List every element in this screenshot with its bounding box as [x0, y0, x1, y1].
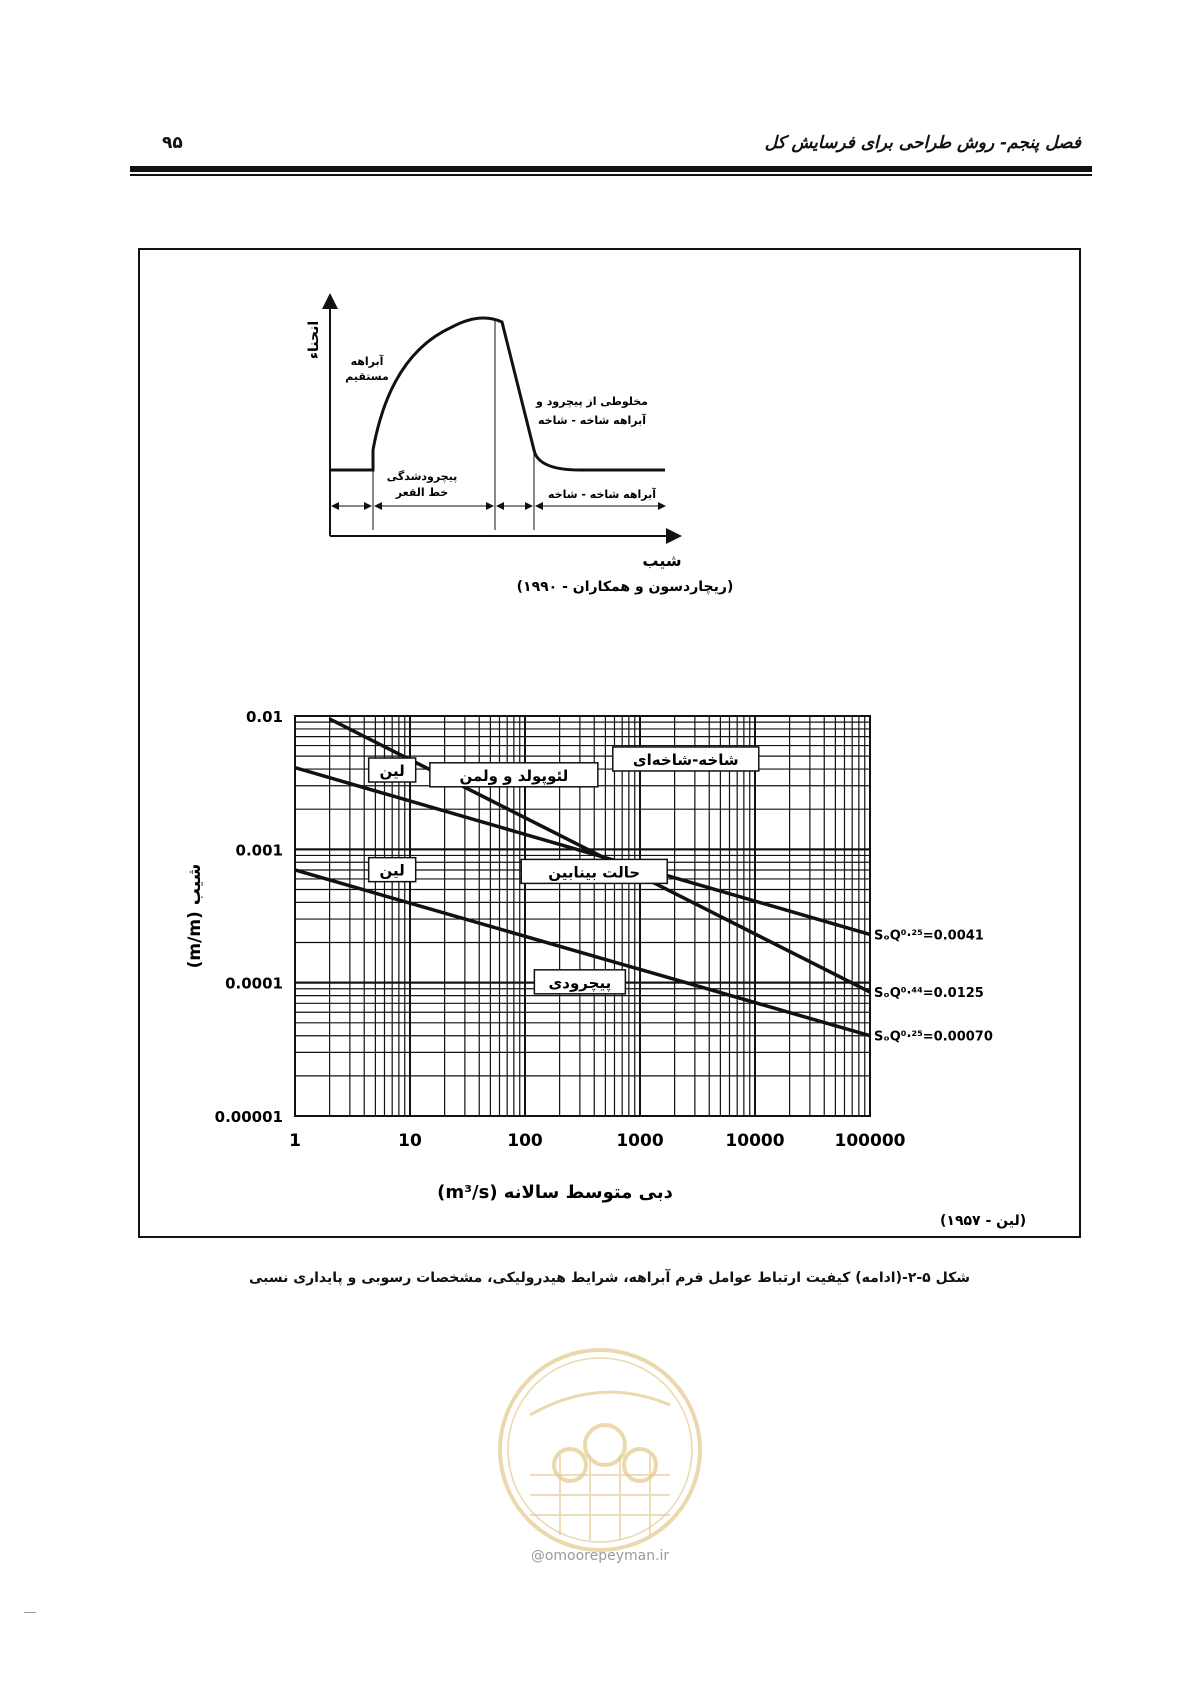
y-tick-label: 0.0001 — [225, 974, 283, 993]
label-straight-1: آبراهه — [350, 355, 384, 368]
equation-label-3: SₒQ⁰·²⁵=0.00070 — [874, 1029, 993, 1045]
equation-label-1: SₒQ⁰·²⁵=0.0041 — [874, 928, 984, 944]
label-meander-2: خط القعر — [395, 486, 449, 499]
equation-label-2: SₒQ⁰·⁴⁴=0.0125 — [874, 986, 984, 1002]
header-rule-thick — [130, 166, 1092, 172]
label-mixed-1: مخلوطی از پیچرود و — [536, 395, 648, 408]
y-axis-label: شیب (m/m) — [185, 863, 205, 969]
x-tick-label: 100 — [507, 1131, 543, 1151]
y-tick-label: 0.00001 — [214, 1108, 283, 1126]
label-braided: آبراهه شاخه - شاخه — [548, 488, 656, 501]
figure-caption: شکل ۵-۲-(ادامه) کیفیت ارتباط عوامل فرم آبراهه، شرایط هیدرولیکی، مشخصات رسوبی و پایداری نسبی — [248, 1270, 970, 1286]
header-rule-thin — [130, 174, 1092, 176]
schematic-y-label: انحناء — [306, 320, 322, 360]
label-straight-2: مستقیم — [345, 370, 389, 383]
y-tick-label: 0.001 — [235, 841, 283, 860]
x-tick-label: 1000 — [616, 1131, 664, 1151]
margin-mark — [24, 1612, 36, 1613]
sinuosity-curve — [330, 318, 665, 470]
y-tick-label: 0.01 — [245, 708, 283, 726]
chapter-title: فصل پنجم- روش طراحی برای فرسایش کل — [764, 133, 1081, 153]
lane-chart — [180, 700, 1027, 1230]
annotation-2: لین — [379, 762, 405, 781]
annotation-3: لئوپولد و ولمن — [459, 766, 569, 785]
equation-labels — [874, 928, 993, 1044]
annotation-4: حالت بینابین — [548, 863, 641, 882]
annotation-6: پیچرودی — [548, 973, 612, 992]
watermark-stamp — [490, 1335, 710, 1565]
annotation-5: لین — [379, 861, 405, 880]
label-mixed-2: آبراهه شاخه - شاخه — [538, 414, 646, 427]
page-number: ۹۵ — [162, 133, 183, 153]
x-tick-label: 1 — [289, 1131, 301, 1151]
channel-form-schematic — [280, 290, 734, 610]
annotation-1: شاخه-شاخه‌ای — [632, 750, 739, 769]
watermark-website: @omoorepeyman.ir — [530, 1548, 670, 1564]
schematic-source: (ریچاردسون و همکاران - ۱۹۹۰) — [516, 579, 734, 595]
x-tick-label: 10000 — [725, 1131, 785, 1151]
schematic-x-label: شیب — [642, 551, 682, 570]
label-meander-1: پیچرودشدگی — [386, 470, 458, 483]
x-tick-label: 100000 — [834, 1131, 906, 1151]
x-axis-label: دبی متوسط سالانه (m³/s) — [437, 1182, 673, 1203]
x-tick-label: 10 — [398, 1131, 422, 1151]
chart-source: (لین - ۱۹۵۷) — [940, 1213, 1027, 1229]
